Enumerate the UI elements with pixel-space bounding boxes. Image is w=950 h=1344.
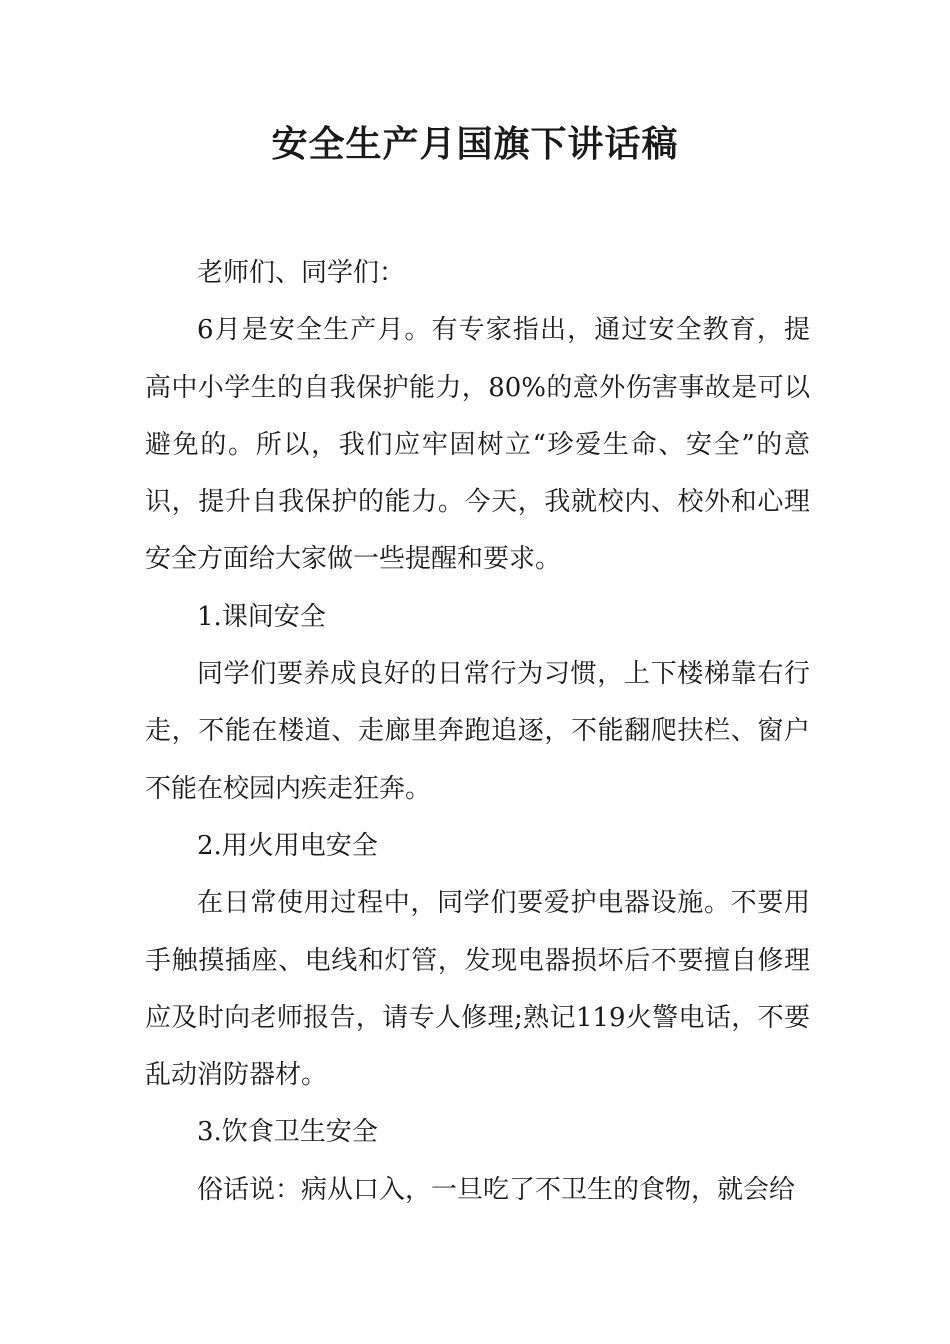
document-title: 安全生产月国旗下讲话稿 — [271, 124, 679, 165]
break-safety-paragraph: 同学们要养成良好的日常行为习惯，上下楼梯靠右行走，不能在楼道、走廊里奔跑追逐，不能翻爬扶栏、窗户不能在校园内疾走狂奔。 — [145, 659, 810, 804]
section-heading-break-safety: 1.课间安全 — [197, 601, 326, 632]
document-body — [145, 245, 810, 1219]
salutation: 老师们、同学们： — [197, 258, 406, 288]
section-heading-food-safety: 3.饮食卫生安全 — [197, 1117, 378, 1148]
intro-paragraph: 6月是安全生产月。有专家指出，通过安全教育，提高中小学生的自我保护能力，80%的意外伤害事故是可以避免的。所以，我们应牢固树立“珍爱生命、安全”的意识，提升自我保护的能力。今天，我就校内、校外和心理安全方面给大家做一些提醒和要求。 — [145, 315, 810, 575]
fire-electric-safety-paragraph: 在日常使用过程中，同学们要爱护电器设施。不要用手触摸插座、电线和灯管，发现电器损坏后不要擅自修理应及时向老师报告，请专人修理;熟记119火警电话，不要乱动消防器材。 — [145, 888, 810, 1091]
section-heading-fire-electric-safety: 2.用火用电安全 — [197, 830, 378, 861]
food-safety-paragraph: 俗话说：病从口入，一旦吃了不卫生的食物，就会给 — [197, 1174, 796, 1205]
